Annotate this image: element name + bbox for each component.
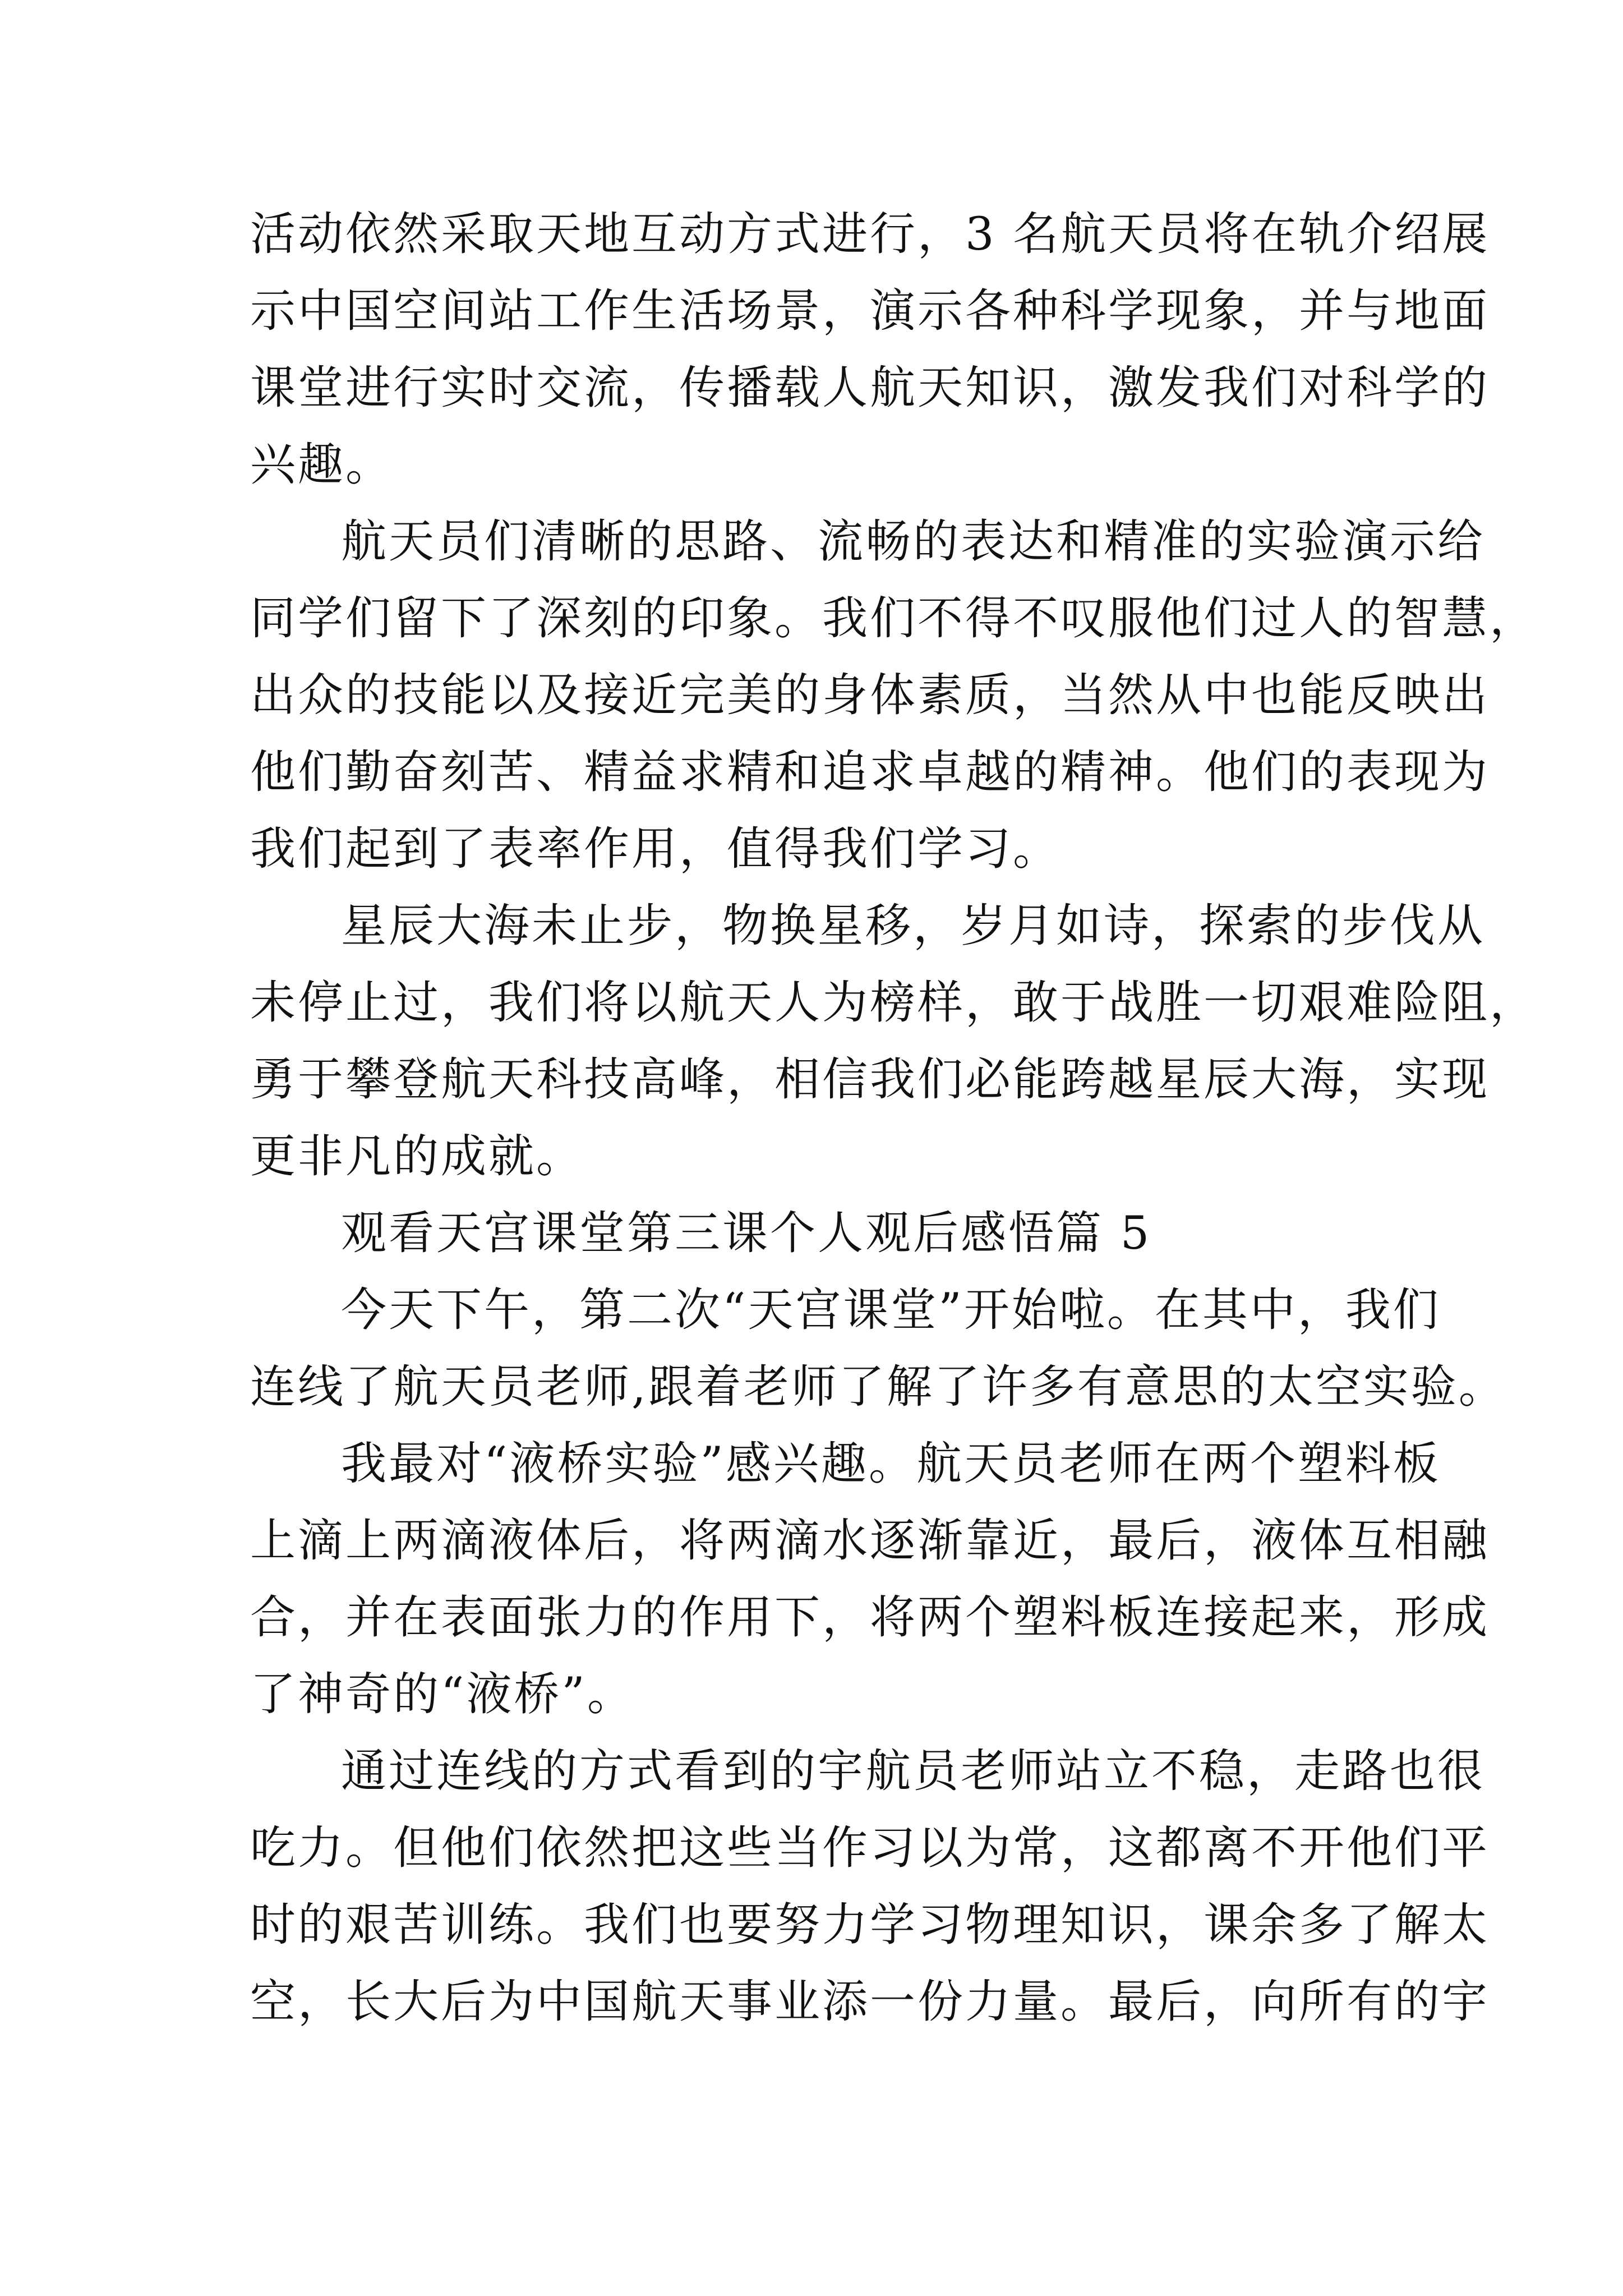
paragraph-first-line: 通过连线的方式看到的宇航员老师站立不稳，走路也很 (341, 1745, 1486, 1798)
text-line: 兴趣。 (250, 439, 394, 491)
paragraph-first-line: 航天员们清晰的思路、流畅的表达和精准的实验演示给 (341, 516, 1486, 568)
text-line: 空，长大后为中国航天事业添一份力量。最后，向所有的宇 (250, 1976, 1490, 2028)
text-line: 时的艰苦训练。我们也要努力学习物理知识，课余多了解太 (250, 1899, 1490, 1952)
text-line: 活动依然采取天地互动方式进行，3 名航天员将在轨介绍展 (250, 208, 1490, 261)
text-line: 吃力。但他们依然把这些当作习以为常，这都离不开他们平 (250, 1822, 1490, 1875)
text-line: 同学们留下了深刻的印象。我们不得不叹服他们过人的智慧， (250, 592, 1538, 645)
text-line: 更非凡的成就。 (250, 1130, 584, 1183)
text-line: 他们勤奋刻苦、精益求精和追求卓越的精神。他们的表现为 (250, 746, 1490, 799)
paragraph-first-line: 星辰大海未止步，物换星移，岁月如诗，探索的步伐从 (341, 900, 1486, 953)
text-line: 课堂进行实时交流，传播载人航天知识，激发我们对科学的 (250, 362, 1490, 415)
paragraph-first-line: 今天下午，第二次“天宫课堂”开始啦。在其中，我们 (341, 1284, 1441, 1337)
text-line: 合，并在表面张力的作用下，将两个塑料板连接起来，形成 (250, 1591, 1490, 1644)
text-line: 出众的技能以及接近完美的身体素质，当然从中也能反映出 (250, 669, 1490, 722)
text-line: 连线了航天员老师,跟着老师了解了许多有意思的太空实验。 (250, 1361, 1506, 1414)
text-line: 勇于攀登航天科技高峰，相信我们必能跨越星辰大海，实现 (250, 1053, 1490, 1106)
paragraph-first-line: 我最对“液桥实验”感兴趣。航天员老师在两个塑料板 (341, 1438, 1441, 1490)
text-line: 我们起到了表率作用，值得我们学习。 (250, 823, 1061, 876)
document-body (250, 196, 1538, 2041)
section-heading: 观看天宫课堂第三课个人观后感悟篇 5 (341, 1207, 1152, 1260)
text-line: 了神奇的“液桥”。 (250, 1668, 635, 1721)
text-line: 上滴上两滴液体后，将两滴水逐渐靠近，最后，液体互相融 (250, 1515, 1490, 1567)
text-line: 示中国空间站工作生活场景，演示各种科学现象，并与地面 (250, 285, 1490, 338)
text-line: 未停止过，我们将以航天人为榜样，敢于战胜一切艰难险阻， (250, 977, 1538, 1029)
